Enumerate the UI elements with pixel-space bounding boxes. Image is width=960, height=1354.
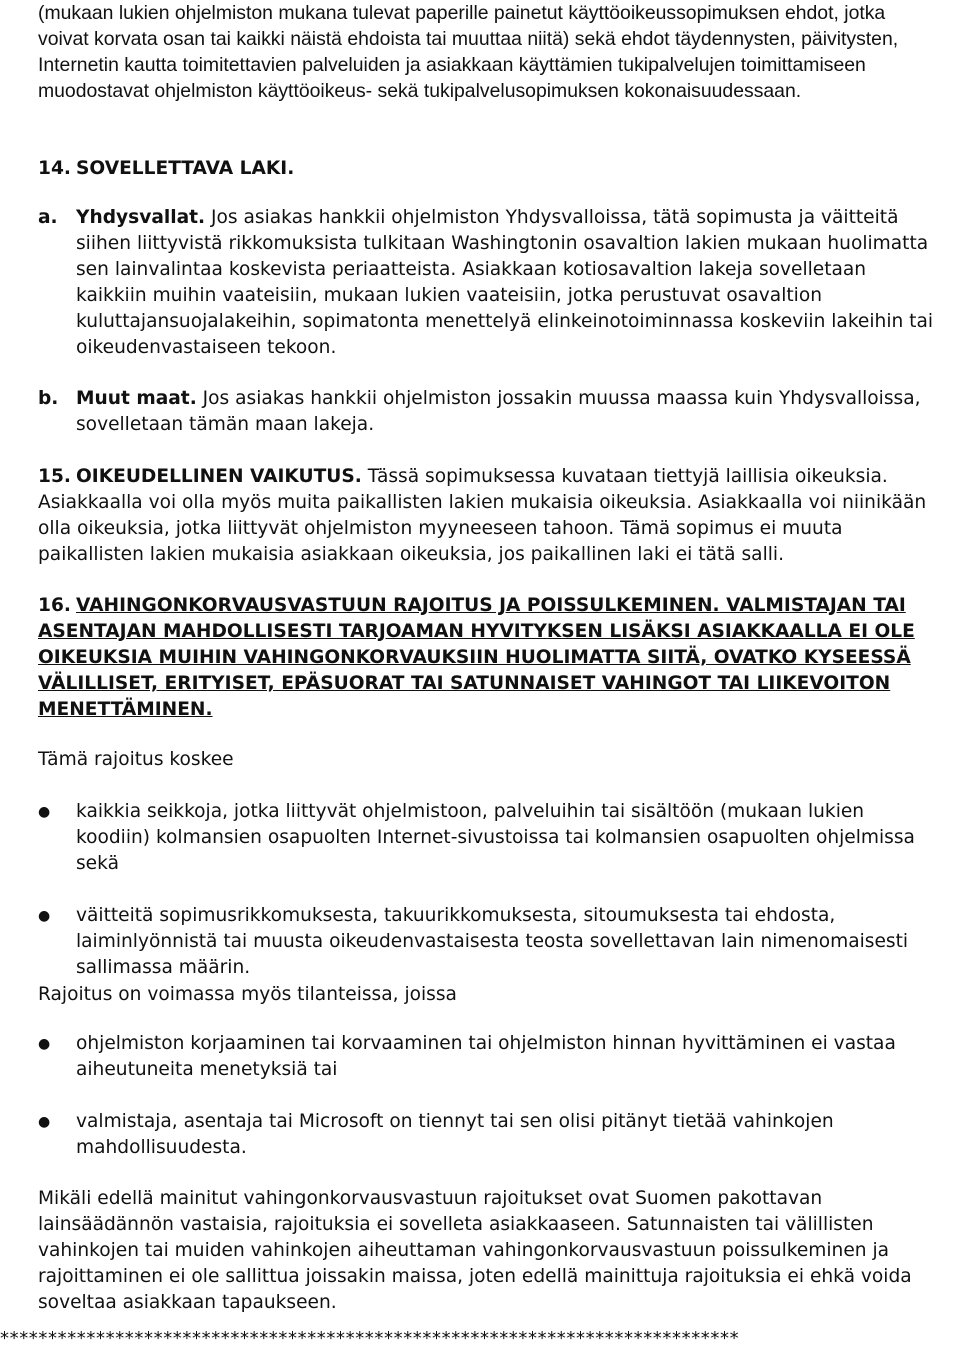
section-16 (38, 593, 938, 723)
list-item: ● valmistaja, asentaja tai Microsoft on tiennyt tai sen olisi pitänyt tietää vahinkojen mahdollisuudesta. (38, 1109, 938, 1161)
bullet-icon: ● (38, 1114, 51, 1130)
section-14a-label: a. (38, 207, 58, 228)
list-item: ● väitteitä sopimusrikkomuksesta, takuurikkomuksesta, sitoumuksesta tai ehdosta, laiminlyönnistä tai muusta oikeudenvastaisesta teosta sovellettavan lain nimenomaisesti sallimassa määrin. (38, 903, 938, 981)
section-15-number: 15. (38, 466, 71, 487)
limit-intro: Tämä rajoitus koskee (38, 749, 234, 770)
closing-paragraph: Mikäli edellä mainitut vahingonkorvausvastuun rajoitukset ovat Suomen pakottavan lainsäädännön vastaisia, rajoituksia ei sovelleta asiakkaaseen. Satunnaisten tai välillisten vahinkojen tai muiden vahinkojen aiheuttaman vahingonkorvausvastuun poissulkeminen ja rajoittaminen ei ole sallittua joissakin maissa, joten edellä mainittuja rajoituksia ei ehkä voida soveltaa asiakkaan tapaukseen. (38, 1188, 912, 1313)
section-14b-title: Muut maat. (76, 388, 197, 409)
list-item: ● kaikkia seikkoja, jotka liittyvät ohjelmistoon, palveluihin tai sisältöön (mukaan lukien koodiin) kolmansien osapuolten Internet-sivustoissa tai kolmansien osapuolten ohjelmissa sekä (38, 799, 938, 877)
valid-list (38, 1031, 938, 1161)
section-14a-text: Jos asiakas hankkii ohjelmiston Yhdysvalloissa, tätä sopimusta ja väitteitä siihen liittyvistä rikkomuksista tulkitaan Washingtonin osavaltion lakien mukaan huolimatta sen lainvalintaa koskevista periaatteista. Asiakkaan kotiosavaltion lakeja sovelletaan kaikkiin muihin vaateisiin, mukaan lukien vaateisiin, jotka perustuvat osavaltion kuluttajansuojalakeihin, sopimatonta menettelyä elinkeinotoiminnassa koskeviin lakeihin tai oikeudenvastaiseen tekoon. (76, 207, 934, 358)
section-14-title: SOVELLETTAVA LAKI. (76, 158, 295, 179)
section-14b (38, 386, 938, 438)
limit-list (38, 799, 938, 981)
bullet-icon: ● (38, 804, 51, 820)
section-16-title: VAHINGONKORVAUSVASTUUN RAJOITUS JA POISSULKEMINEN. (76, 595, 720, 616)
section-15-text: Tässä sopimuksessa kuvataan tiettyjä laillisia oikeuksia. Asiakkaalla voi olla myös muita paikallisten lakien mukaisia oikeuksia. Asiakkaalla voi niinikään olla oikeuksia, jotka liittyvät ohjelmiston myyneeseen tahoon. Tämä sopimus ei muuta paikallisten lakien mukaisia asiakkaan oikeuksia, jos paikallinen laki ei tätä salli. (38, 466, 927, 565)
section-15-title: OIKEUDELLINEN VAIKUTUS. (76, 466, 362, 487)
section-14a-title: Yhdysvallat. (76, 207, 206, 228)
separator-line: ***************************************************************************** (0, 1328, 740, 1349)
section-16-text: VALMISTAJAN TAI ASENTAJAN MAHDOLLISESTI TARJOAMAN HYVITYKSEN LISÄKSI ASIAKKAALLA EI OLE OIKEUKSIA MUIHIN VAHINGONKORVAUKSIIN HUOLIMATTA SIITÄ, OVATKO KYSEESSÄ VÄLILLISET, ERITYISET, EPÄSUORAT TAI SATUNNAISET VAHINGOT TAI LIIKEVOITON MENETTÄMINEN. (38, 595, 915, 720)
list-item: ● ohjelmiston korjaaminen tai korvaaminen tai ohjelmiston hinnan hyvittäminen ei vastaa aiheutuneita menetyksiä tai (38, 1031, 938, 1083)
section-14-number: 14. (38, 158, 71, 179)
section-14b-label: b. (38, 388, 59, 409)
bullet-icon: ● (38, 908, 51, 924)
valid-intro: Rajoitus on voimassa myös tilanteissa, joissa (38, 984, 457, 1005)
bullet-icon: ● (38, 1036, 51, 1052)
section-16-number: 16. (38, 595, 71, 616)
intro-paragraph: (mukaan lukien ohjelmiston mukana tulevat paperille painetut käyttöoikeussopimuksen ehdot, jotka voivat korvata osan tai kaikki näistä ehdoista tai muuttaa niitä) sekä ehdot täydennysten, päivitysten, Internetin kautta toimitettavien palveluiden ja asiakkaan käyttämien tukipalvelujen toimittamiseen muodostavat ohjelmiston käyttöoikeus- sekä tukipalvelusopimuksen kokonaisuudessaan. (38, 2, 899, 102)
section-14-heading (38, 156, 294, 182)
section-14a (38, 205, 938, 361)
section-14b-text: Jos asiakas hankkii ohjelmiston jossakin muussa maassa kuin Yhdysvalloissa, sovelletaan tämän maan lakeja. (76, 388, 921, 435)
section-15 (38, 464, 938, 568)
